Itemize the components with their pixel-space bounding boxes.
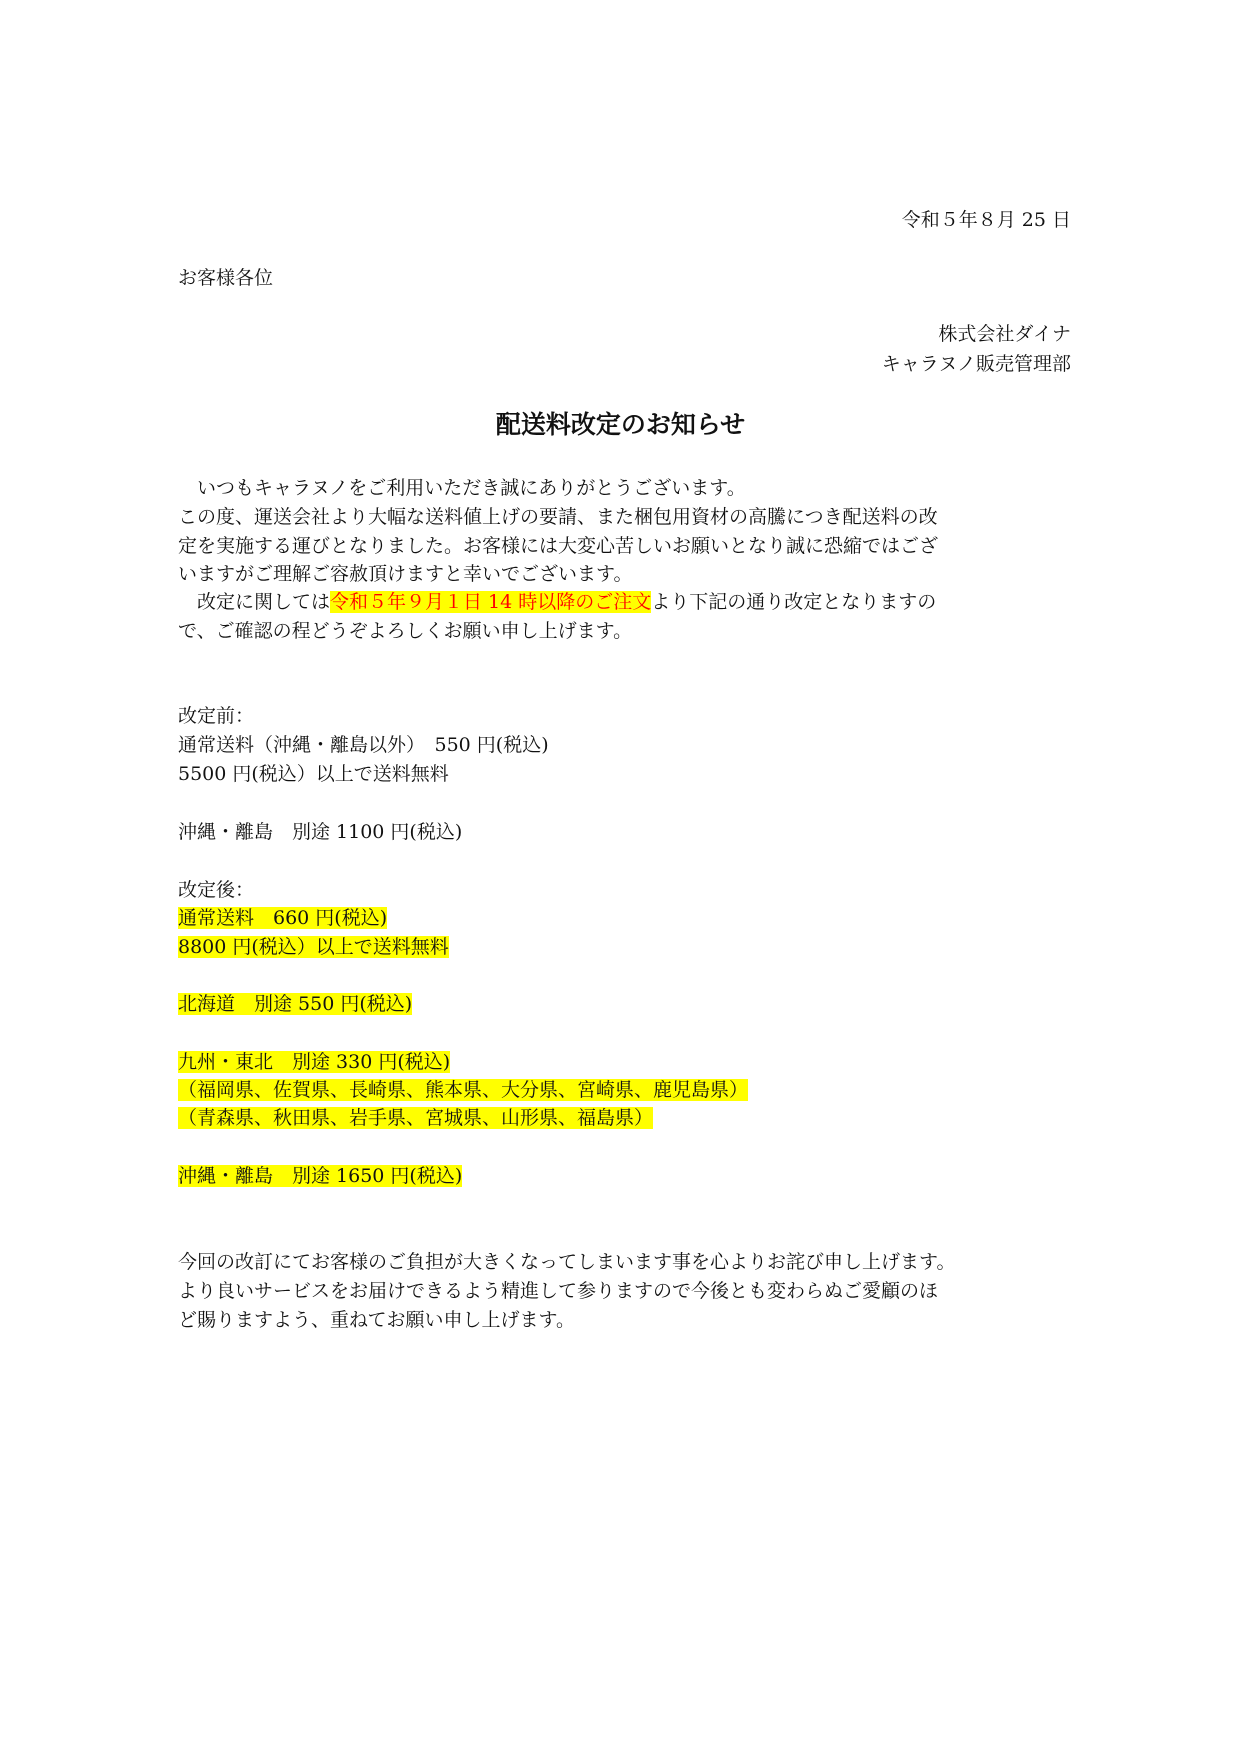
intro-line-6: で、ご確認の程どうぞよろしくお願い申し上げます。 (178, 620, 633, 642)
after-free-threshold (178, 933, 449, 961)
after-kyushu-tohoku-text: 九州・東北 別途 330 円(税込) (178, 1051, 451, 1073)
kyushu-prefectures-text: （福岡県、佐賀県、長崎県、熊本県、大分県、宮崎県、鹿児島県） (178, 1079, 749, 1101)
intro-line-5 (178, 588, 936, 616)
closing-line-3: ど賜りますよう、重ねてお願い申し上げます。 (178, 1309, 576, 1331)
after-hokkaido-text: 北海道 別途 550 円(税込) (178, 993, 413, 1015)
before-heading: 改定前： (178, 705, 255, 727)
document-title: 配送料改定のお知らせ (495, 410, 746, 439)
intro-line-3: 定を実施する運びとなりました。お客様には大変心苦しいお願いとなり誠に恐縮ではござ (178, 535, 939, 557)
effective-date-highlight: 令和５年９月１日 14 時以降のご注文 (330, 591, 652, 613)
intro-line-1: いつもキャラヌノをご利用いただき誠にありがとうございます。 (178, 477, 746, 499)
intro-line-2: この度、運送会社より大幅な送料値上げの要請、また梱包用資材の高騰につき配送料の改 (178, 506, 938, 528)
after-okinawa-text: 沖縄・離島 別途 1650 円(税込) (178, 1165, 463, 1187)
closing-line-2: より良いサービスをお届けできるよう精進して参りますので今後とも変わらぬご愛顧のほ (178, 1280, 939, 1302)
recipient: お客様各位 (178, 267, 274, 289)
tohoku-prefectures-text: （青森県、秋田県、岩手県、宮城県、山形県、福島県） (178, 1107, 654, 1129)
intro-line-5-start: 改定に関しては (178, 591, 331, 613)
after-heading: 改定後： (178, 879, 255, 901)
after-free-threshold-text: 8800 円(税込）以上で送料無料 (178, 936, 449, 958)
kyushu-prefectures (178, 1076, 748, 1104)
before-free-threshold: 5500 円(税込）以上で送料無料 (178, 763, 449, 785)
tohoku-prefectures (178, 1104, 653, 1132)
after-hokkaido (178, 990, 412, 1018)
intro-line-5-end: より下記の通り改定となりますの (651, 591, 937, 613)
after-standard-shipping (178, 904, 387, 932)
before-standard-shipping: 通常送料（沖縄・離島以外） 550 円(税込) (178, 734, 549, 756)
sender-company: 株式会社ダイナ (938, 323, 1071, 345)
after-kyushu-tohoku (178, 1048, 450, 1076)
closing-line-1: 今回の改訂にてお客様のご負担が大きくなってしまいます事を心よりお詫び申し上げます。 (178, 1251, 956, 1273)
after-okinawa (178, 1162, 462, 1190)
before-okinawa: 沖縄・離島 別途 1100 円(税込) (178, 821, 463, 843)
sender-department: キャラヌノ販売管理部 (881, 353, 1071, 375)
after-standard-shipping-text: 通常送料 660 円(税込) (178, 907, 388, 929)
intro-line-4: いますがご理解ご容赦頂けますと幸いでございます。 (178, 563, 633, 585)
document-date: 令和５年８月 25 日 (901, 209, 1071, 231)
